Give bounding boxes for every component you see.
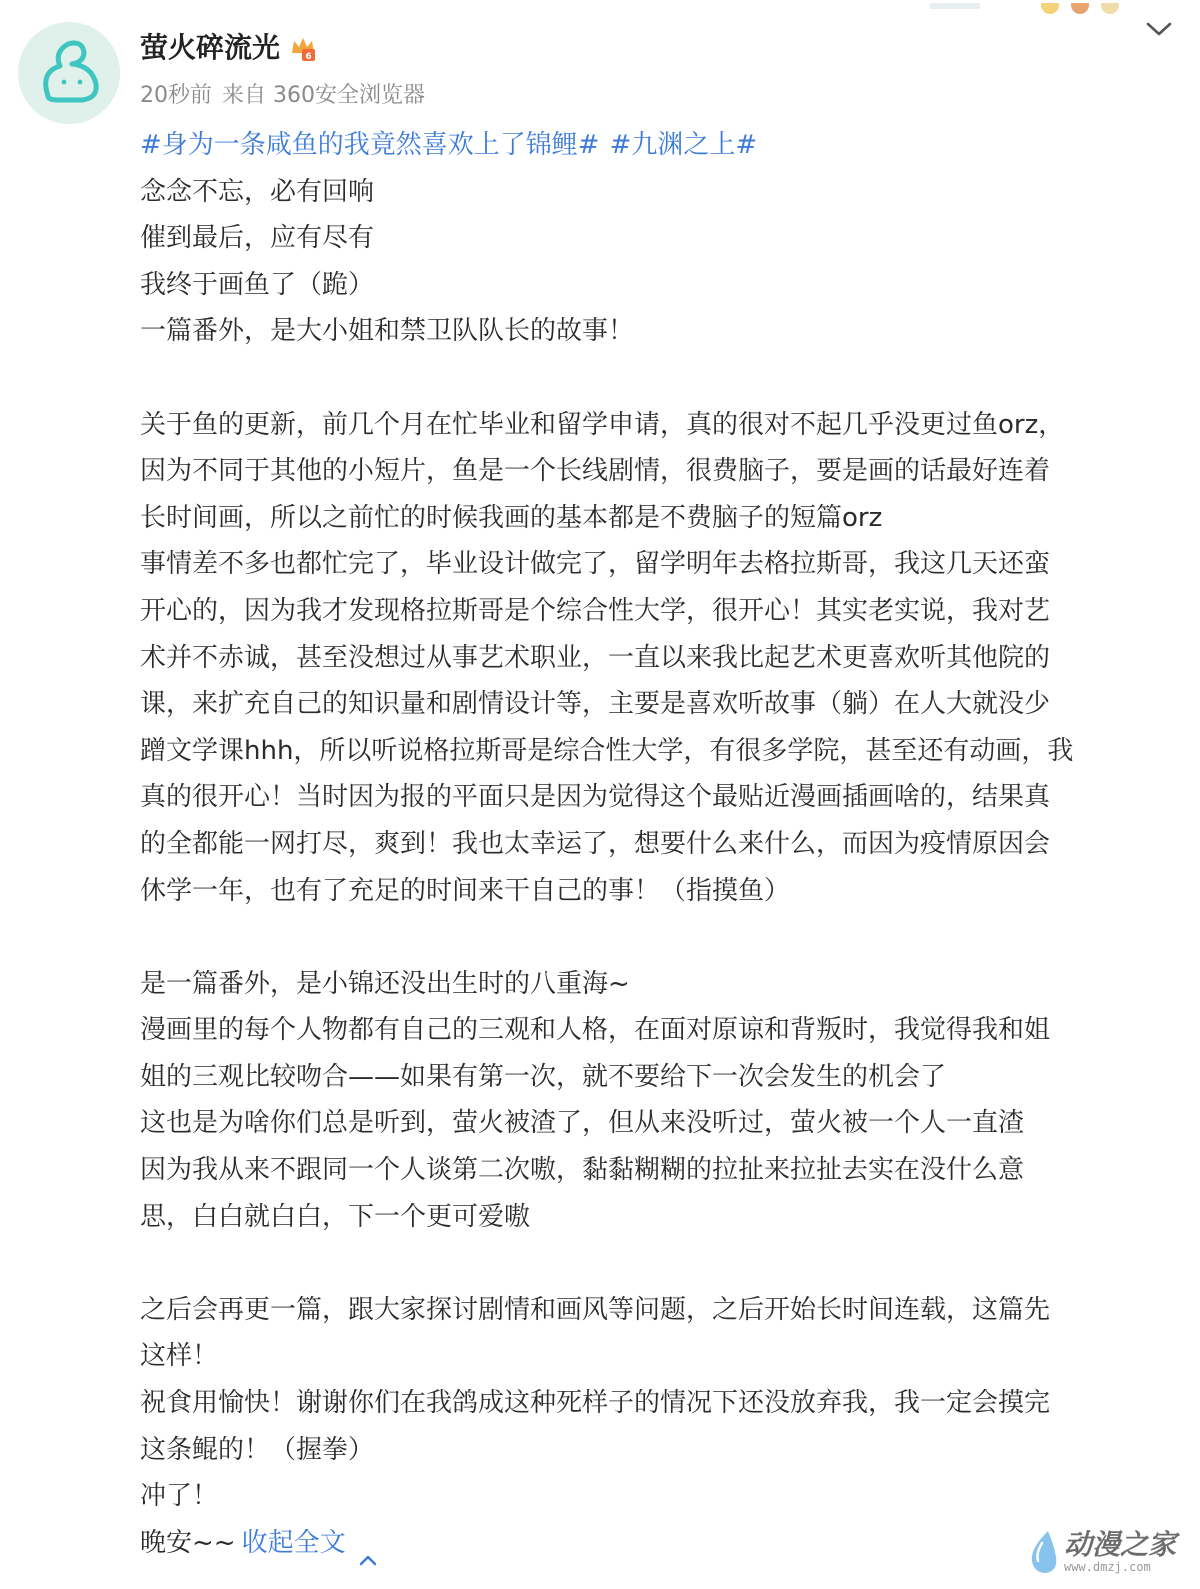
- vip-badge-icon: [288, 33, 318, 63]
- text-line: 因为我从来不跟同一个人谈第二次嗷，黏黏糊糊的拉扯来拉扯去实在没什么意: [140, 1155, 1025, 1186]
- droplet-logo-icon: [1026, 1529, 1060, 1575]
- svg-text:6: 6: [305, 52, 312, 62]
- watermark-name: 动漫之家: [1063, 1528, 1176, 1561]
- text-line: 开心的，因为我才发现格拉斯哥是个综合性大学，很开心！其实老实说，我对艺: [140, 595, 1051, 626]
- username-text[interactable]: 萤火碎流光: [140, 31, 281, 64]
- collapse-fulltext-link[interactable]: 收起全文: [241, 1527, 346, 1558]
- text-line: 这条鲲的！（握拳）: [140, 1434, 375, 1465]
- goodnight-text: 晚安~~: [140, 1527, 236, 1558]
- text-line: 术并不赤诚，甚至没想过从事艺术职业，一直以来我比起艺术更喜欢听其他院的: [140, 642, 1051, 673]
- post-text: [140, 169, 1170, 1520]
- text-line: 真的很开心！当时因为报的平面只是因为觉得这个最贴近漫画插画啥的，结果真: [140, 782, 1051, 813]
- top-reaction-strip: [930, 0, 1140, 12]
- text-line: 因为不同于其他的小短片，鱼是一个长线剧情，很费脑子，要是画的话最好连着: [140, 456, 1051, 487]
- post-meta: [140, 80, 435, 112]
- text-line: 这样！: [140, 1341, 219, 1372]
- username[interactable]: [140, 28, 318, 68]
- text-line: 祝食用愉快！谢谢你们在我鸽成这种死样子的情况下还没放弃我，我一定会摸完: [140, 1388, 1051, 1419]
- watermark-url: www.dmzj.com: [1063, 1560, 1151, 1574]
- text-line: 一篇番外，是大小姐和禁卫队队长的故事！: [140, 316, 635, 347]
- paragraph-gap: [140, 355, 1170, 402]
- text-line: 冲了！: [140, 1481, 219, 1512]
- chevron-up-icon[interactable]: [358, 1536, 378, 1550]
- paragraph-gap: [140, 914, 1170, 961]
- text-line: 催到最后，应有尽有: [140, 223, 375, 254]
- text-line: 姐的三观比较吻合——如果有第一次，就不要给下一次会发生的机会了: [140, 1061, 947, 1092]
- text-line: 思，白白就白白，下一个更可爱嗷: [140, 1201, 531, 1232]
- final-line: [140, 1520, 1170, 1567]
- text-line: 是一篇番外，是小锦还没出生时的八重海~: [140, 968, 630, 999]
- text-line: 蹭文学课hhh，所以听说格拉斯哥是综合性大学，有很多学院，甚至还有动画，我: [140, 735, 1074, 766]
- chevron-down-icon[interactable]: [1144, 18, 1174, 40]
- text-line: 之后会再更一篇，跟大家探讨剧情和画风等问题，之后开始长时间连载，这篇先: [140, 1294, 1051, 1325]
- site-watermark: [1026, 1529, 1176, 1575]
- text-line: 休学一年，也有了充足的时间来干自己的事！（指摸鱼）: [140, 875, 791, 906]
- post-source: 来自 360安全浏览器: [222, 83, 425, 108]
- text-line: 漫画里的每个人物都有自己的三观和人格，在面对原谅和背叛时，我觉得我和姐: [140, 1015, 1051, 1046]
- text-line: 这也是为啥你们总是听到，萤火被渣了，但从来没听过，萤火被一个人一直渣: [140, 1108, 1025, 1139]
- post-body: [140, 122, 1170, 1566]
- paragraph-gap: [140, 1240, 1170, 1287]
- hashtag-link[interactable]: #身为一条咸鱼的我竟然喜欢上了锦鲤#: [140, 130, 600, 160]
- text-line: 长时间画，所以之前忙的时候我画的基本都是不费脑子的短篇orz: [140, 502, 883, 533]
- hashtag-link[interactable]: #九渊之上#: [609, 130, 758, 160]
- hashtag-line: [140, 122, 1170, 169]
- text-line: 关于鱼的更新，前几个月在忙毕业和留学申请，真的很对不起几乎没更过鱼orz，: [140, 409, 1065, 440]
- text-line: 事情差不多也都忙完了，毕业设计做完了，留学明年去格拉斯哥，我这几天还蛮: [140, 549, 1051, 580]
- text-line: 的全都能一网打尽，爽到！我也太幸运了，想要什么来什么，而因为疫情原因会: [140, 828, 1051, 859]
- text-line: 念念不忘，必有回响: [140, 176, 375, 207]
- avatar[interactable]: [18, 22, 120, 124]
- text-line: 课，来扩充自己的知识量和剧情设计等，主要是喜欢听故事（躺）在人大就没少: [140, 689, 1051, 720]
- post-time[interactable]: 20秒前: [140, 83, 212, 108]
- text-line: 我终于画鱼了（跪）: [140, 269, 375, 300]
